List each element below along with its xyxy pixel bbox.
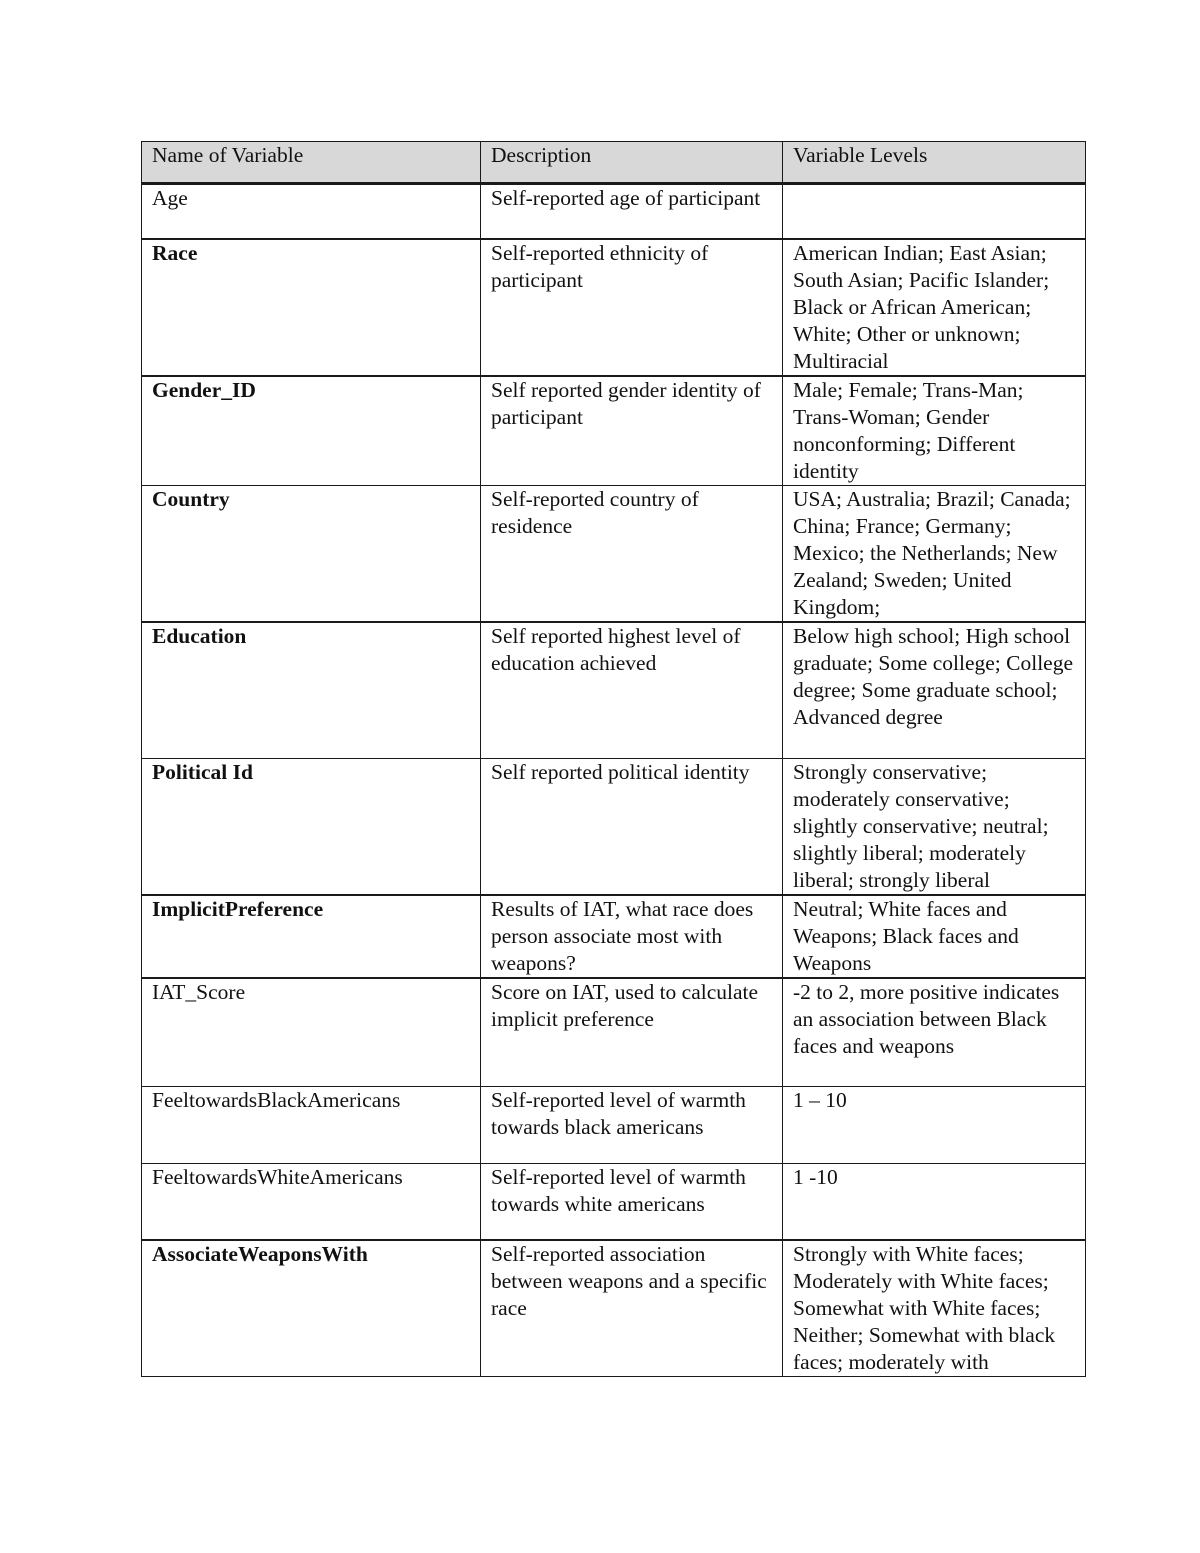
variable-name-cell <box>142 895 481 978</box>
variable-name-cell-text: FeeltowardsBlackAmericans <box>152 1088 401 1112</box>
variable-name-cell-text: Education <box>152 624 247 648</box>
description-cell-text: Self reported highest level of education achieved <box>491 624 741 675</box>
variable-levels-cell <box>783 1164 1086 1240</box>
variable-name-cell-text: Gender_ID <box>152 378 256 402</box>
variable-levels-cell-text: Male; Female; Trans-Man; Trans-Woman; Gender nonconforming; Different identity <box>793 378 1024 483</box>
variable-name-cell-text: FeeltowardsWhiteAmericans <box>152 1165 403 1189</box>
variable-levels-cell <box>783 184 1086 240</box>
variable-name-cell-text: IAT_Score <box>152 979 246 1004</box>
variable-levels-cell <box>783 758 1086 895</box>
description-cell-text: Self-reported level of warmth towards black americans <box>491 1088 746 1139</box>
variable-name-cell <box>142 622 481 758</box>
table-row <box>142 376 1086 486</box>
variable-levels-cell-text: Below high school; High school graduate; Some college; College degree; Some graduate school; Advanced degree <box>793 624 1074 729</box>
variable-name-cell-text: Political Id <box>152 759 253 784</box>
variable-levels-cell <box>783 1087 1086 1164</box>
variable-name-cell-text: ImplicitPreference <box>152 896 324 921</box>
variable-levels-cell-text: American Indian; East Asian; South Asian; Pacific Islander; Black or African American; White; Other or unknown; Multiracial <box>793 241 1050 373</box>
variable-name-cell <box>142 376 481 486</box>
description-cell <box>481 239 783 376</box>
variable-levels-cell <box>783 486 1086 623</box>
description-cell-text: Score on IAT, used to calculate implicit preference <box>491 979 759 1031</box>
variable-name-cell-text: Race <box>152 241 198 265</box>
description-cell <box>481 1087 783 1164</box>
description-cell <box>481 1240 783 1377</box>
variables-table <box>141 141 1086 1377</box>
description-cell-text: Self-reported association between weapons and a specific race <box>491 1241 767 1320</box>
variable-levels-cell <box>783 1240 1086 1377</box>
variable-levels-cell <box>783 239 1086 376</box>
header-description: Description <box>481 142 783 184</box>
description-cell-text: Self-reported ethnicity of participant <box>491 241 709 292</box>
variable-levels-cell-text: USA; Australia; Brazil; Canada; China; France; Germany; Mexico; the Netherlands; New Zealand; Sweden; United Kingdom; <box>793 487 1071 619</box>
table-row <box>142 1164 1086 1240</box>
variable-name-cell <box>142 486 481 623</box>
variable-name-cell <box>142 1087 481 1164</box>
variable-name-cell <box>142 239 481 376</box>
variable-levels-cell <box>783 895 1086 978</box>
table-row <box>142 1087 1086 1164</box>
table-row <box>142 486 1086 623</box>
description-cell-text: Self-reported age of participant <box>491 186 761 210</box>
variable-levels-cell <box>783 376 1086 486</box>
table-row <box>142 184 1086 240</box>
variable-levels-cell-text: 1 -10 <box>793 1165 838 1189</box>
header-row <box>142 142 1086 184</box>
description-cell <box>481 758 783 895</box>
description-cell <box>481 376 783 486</box>
variable-levels-cell-text: Neutral; White faces and Weapons; Black faces and Weapons <box>793 896 1019 975</box>
variable-name-cell <box>142 184 481 240</box>
table-row <box>142 978 1086 1087</box>
description-cell <box>481 486 783 623</box>
description-cell-text: Results of IAT, what race does person associate most with weapons? <box>491 896 754 975</box>
description-cell-text: Self-reported level of warmth towards white americans <box>491 1165 746 1216</box>
variable-name-cell-text: Age <box>152 186 188 210</box>
variable-levels-cell <box>783 622 1086 758</box>
table-row <box>142 895 1086 978</box>
header-name-of-variable: Name of Variable <box>142 142 481 184</box>
description-cell-text: Self reported political identity <box>491 759 750 784</box>
table-header <box>142 142 1086 184</box>
variable-name-cell <box>142 978 481 1087</box>
variable-levels-cell-text: 1 – 10 <box>793 1088 847 1112</box>
table-row <box>142 239 1086 376</box>
description-cell <box>481 978 783 1087</box>
table-row <box>142 622 1086 758</box>
table-row <box>142 1240 1086 1377</box>
variable-levels-cell <box>783 978 1086 1087</box>
variable-name-cell-text: AssociateWeaponsWith <box>152 1241 368 1266</box>
description-cell-text: Self-reported country of residence <box>491 487 699 538</box>
variable-name-cell <box>142 1240 481 1377</box>
table-row <box>142 758 1086 895</box>
table-body <box>142 184 1086 1377</box>
description-cell <box>481 184 783 240</box>
description-cell <box>481 895 783 978</box>
description-cell-text: Self reported gender identity of participant <box>491 378 761 429</box>
header-variable-levels: Variable Levels <box>783 142 1086 184</box>
variable-name-cell <box>142 758 481 895</box>
variable-levels-cell-text: Strongly conservative; moderately conservative; slightly conservative; neutral; slightly liberal; moderately liberal; strongly liberal <box>793 759 1049 892</box>
description-cell <box>481 1164 783 1240</box>
description-cell <box>481 622 783 758</box>
variable-name-cell <box>142 1164 481 1240</box>
variable-levels-cell-text: Strongly with White faces; Moderately with White faces; Somewhat with White faces; Neither; Somewhat with black faces; moderately with <box>793 1241 1056 1374</box>
variable-levels-cell-text: -2 to 2, more positive indicates an association between Black faces and weapons <box>793 979 1060 1058</box>
variable-name-cell-text: Country <box>152 487 230 511</box>
